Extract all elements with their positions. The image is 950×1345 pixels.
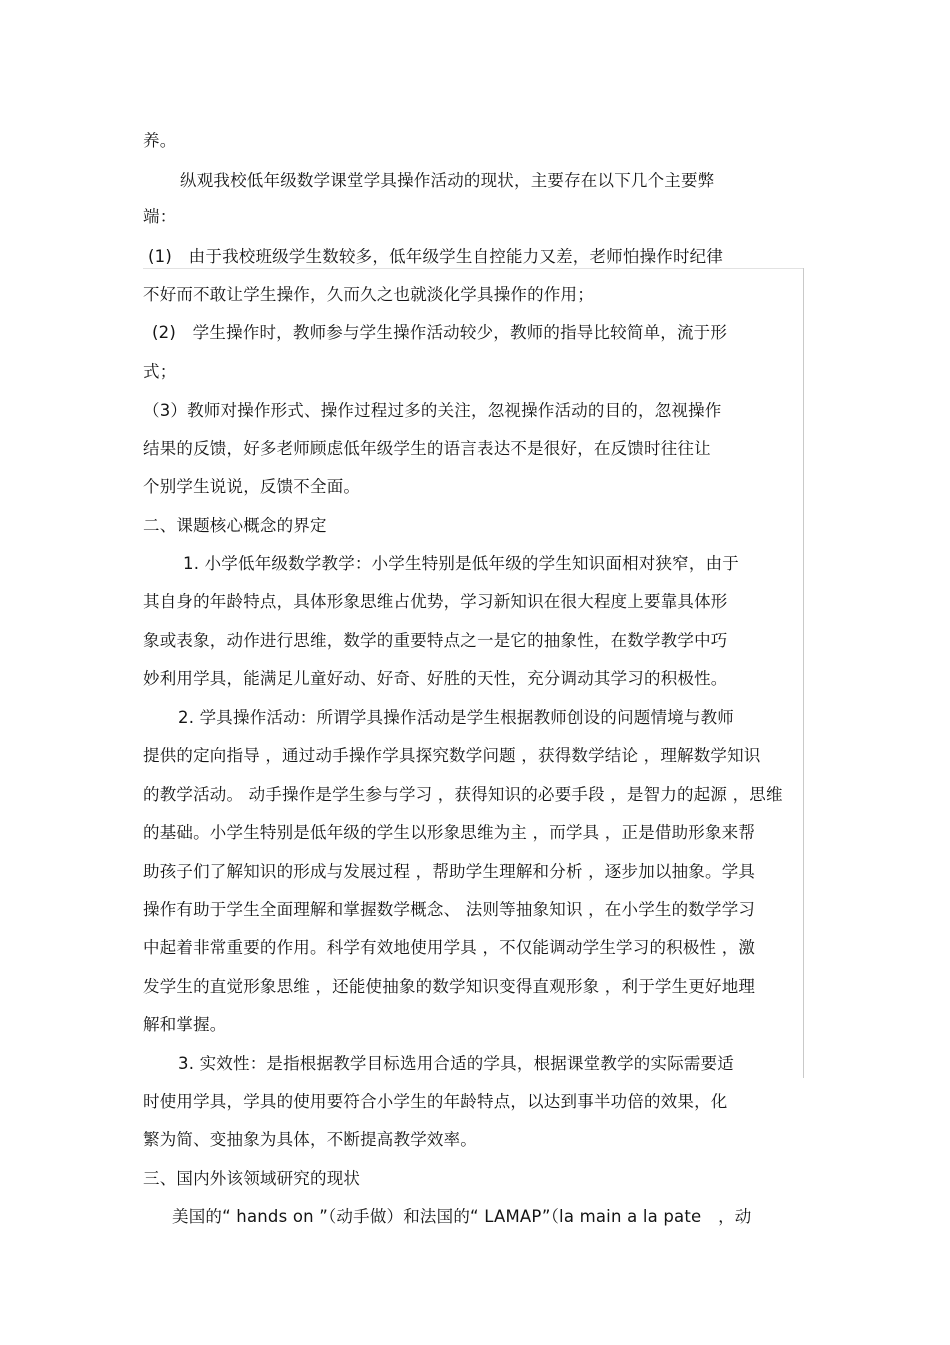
section-heading-2: 二、课题核心概念的界定: [143, 516, 327, 535]
frame-right-border: [803, 268, 804, 1078]
list-item-1: (1) 由于我校班级学生数较多，低年级学生自控能力又差，老师怕操作时纪律: [148, 247, 724, 266]
text-line: 妙利用学具，能满足儿童好动、好奇、好胜的天性，充分调动其学习的积极性。: [143, 669, 728, 688]
text-line: 式；: [143, 362, 177, 381]
text-line: 象或表象，动作进行思维，数学的重要特点之一是它的抽象性，在数学教学中巧: [143, 631, 728, 650]
text-line: 端：: [143, 207, 177, 226]
concept-2-start: 2. 学具操作活动：所谓学具操作活动是学生根据教师创设的问题情境与教师: [178, 708, 734, 727]
text-line: 个别学生说说，反馈不全面。: [143, 477, 361, 496]
paragraph-start: 纵观我校低年级数学课堂学具操作活动的现状，主要存在以下几个主要弊: [180, 171, 715, 190]
text-line: 操作有助于学生全面理解和掌握数学概念、 法则等抽象知识 ，在小学生的数学学习: [143, 900, 756, 919]
text-line: 养。: [143, 131, 177, 150]
text-line: 助孩子们了解知识的形成与发展过程 ，帮助学生理解和分析 ，逐步加以抽象。学具: [143, 862, 756, 881]
concept-3-start: 3. 实效性：是指根据教学目标选用合适的学具，根据课堂教学的实际需要适: [178, 1054, 734, 1073]
text-line: 提供的定向指导 ，通过动手操作学具探究数学问题 ，获得数学结论 ，理解数学知识: [143, 746, 761, 765]
frame-top-border: [143, 268, 803, 269]
text-line: 不好而不敢让学生操作，久而久之也就淡化学具操作的作用；: [143, 285, 594, 304]
list-item-3: （3）教师对操作形式、操作过程过多的关注，忽视操作活动的目的，忽视操作: [143, 401, 722, 420]
section-heading-3: 三、国内外该领域研究的现状: [143, 1169, 361, 1188]
paragraph-start: 美国的“ hands on ”（动手做）和法国的“ LAMAP”（la main a la pate ，动: [172, 1207, 752, 1226]
text-line: 发学生的直觉形象思维 ，还能使抽象的数学知识变得直观形象 ，利于学生更好地理: [143, 977, 756, 996]
text-line: 解和掌握。: [143, 1015, 227, 1034]
list-item-2: (2) 学生操作时，教师参与学生操作活动较少，教师的指导比较简单，流于形: [152, 323, 728, 342]
text-line: 其自身的年龄特点，具体形象思维占优势，学习新知识在很大程度上要靠具体形: [143, 592, 728, 611]
text-line: 结果的反馈，好多老师顾虑低年级学生的语言表达不是很好，在反馈时往往让: [143, 439, 711, 458]
text-line: 的教学活动。 动手操作是学生参与学习 ，获得知识的必要手段 ，是智力的起源 ，思维: [143, 785, 783, 804]
concept-1-start: 1. 小学低年级数学教学：小学生特别是低年级的学生知识面相对狭窄，由于: [183, 554, 739, 573]
text-line: 时使用学具，学具的使用要符合小学生的年龄特点，以达到事半功倍的效果，化: [143, 1092, 728, 1111]
text-line: 中起着非常重要的作用。科学有效地使用学具 ，不仅能调动学生学习的积极性 ，激: [143, 938, 756, 957]
text-line: 的基础。小学生特别是低年级的学生以形象思维为主 ，而学具 ，正是借助形象来帮: [143, 823, 756, 842]
text-line: 繁为简、变抽象为具体，不断提高教学效率。: [143, 1130, 477, 1149]
